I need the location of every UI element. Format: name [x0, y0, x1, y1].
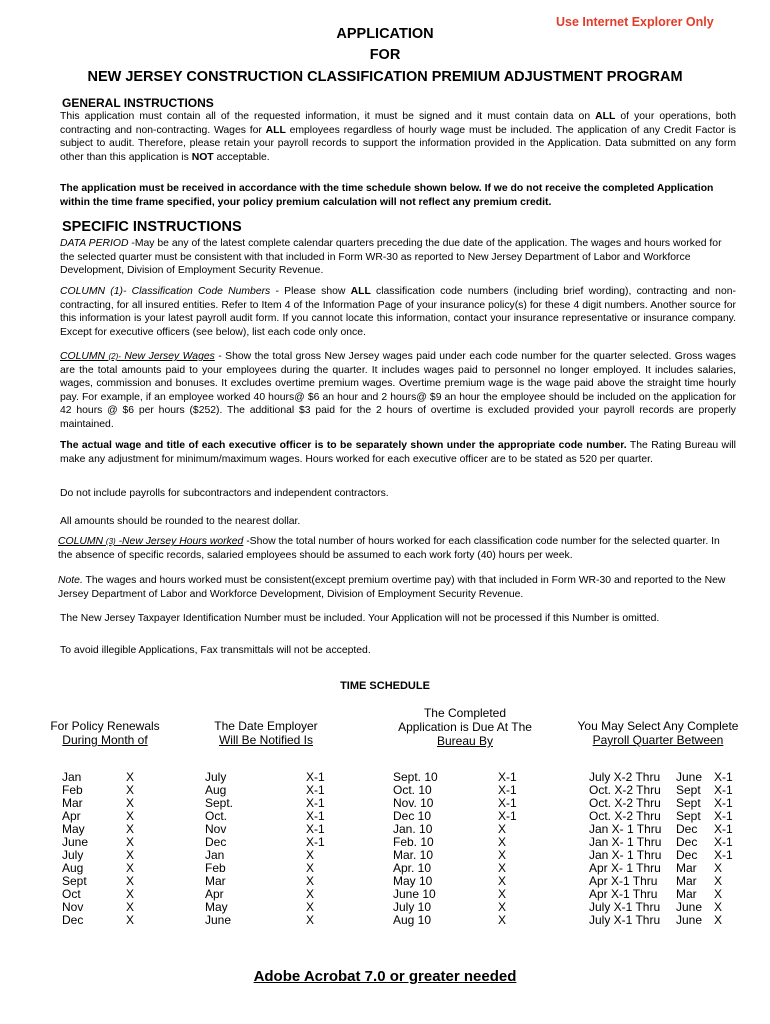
- header-payroll-quarter: You May Select Any Complete Payroll Quarter Between: [577, 719, 739, 747]
- column3-paragraph: COLUMN (3) -New Jersey Hours worked -Show the total number of hours worked for each classification code number for the selected quarter. In the absence of specific records, salaried employees should be assumed to each work forty (40) hours per week.: [58, 536, 720, 561]
- schedule-notify-year-column: X-1 X-1 X-1 X-1 X-1 X-1 X X X X X X: [306, 770, 325, 927]
- executive-officer-paragraph: The actual wage and title of each executive officer is to be separately shown under the appropriate code number. The Rating Bureau will make any adjustment for minimum/maximum wages. Hours worked for each executive officer are to be stated as 520 per quarter.: [60, 440, 736, 465]
- data-period-paragraph: DATA PERIOD -May be any of the latest complete calendar quarters preceding the due date of the application. The wages and hours worked for the selected quarter must be consistent with that included in Form WR-30 as reported to New Jersey Department of Labor and Workforce Development, Division of Employment Security Revenue.: [60, 238, 722, 277]
- schedule-quarter-to-month-column: June Sept Sept Sept Dec Dec Dec Mar Mar Mar June June: [676, 770, 703, 927]
- taxpayer-id-note: The New Jersey Taxpayer Identification Number must be included. Your Application will not be processed if this Number is omitted.: [60, 613, 660, 624]
- fax-note: To avoid illegible Applications, Fax transmittals will not be accepted.: [60, 645, 371, 656]
- header-policy-renewals: For Policy Renewals During Month of: [50, 719, 160, 747]
- page-title-line3: NEW JERSEY CONSTRUCTION CLASSIFICATION PREMIUM ADJUSTMENT PROGRAM: [87, 69, 683, 85]
- schedule-notify-month-column: July Aug Sept. Oct. Nov Dec Jan Feb Mar Apr May June: [205, 770, 234, 927]
- schedule-quarter-from-column: July X-2 Thru Oct. X-2 Thru Oct. X-2 Thru Oct. X-2 Thru Jan X- 1 Thru Jan X- 1 Thru Jan X- 1 Thru Apr X- 1 Thru Apr X-1 Thru Apr X-1 Thru July X-1 Thru July X-1 Thru: [589, 770, 662, 927]
- page-title-line1: APPLICATION: [336, 26, 434, 42]
- column1-paragraph: COLUMN (1)- Classification Code Numbers - Please show ALL classification code numbers (including brief wording), contracting and non-contracting, for all insured entities. Refer to Item 4 of the Information Page of your insurance policy(s) for these 4 digit numbers. Another source for this information is your latest payroll audit form. If you cannot locate this information, contact your insurance representative or insurance company. Except for executive officers (see below), list each code only once.: [60, 286, 736, 338]
- header-application-due: The Completed Application is Due At The Bureau By: [398, 706, 532, 748]
- schedule-renewal-year-column: X X X X X X X X X X X X: [126, 770, 135, 927]
- time-schedule-title: TIME SCHEDULE: [340, 680, 430, 692]
- consistency-note: Note. The wages and hours worked must be consistent(except premium overtime pay) with that included in Form WR-30 and reported to the New Jersey Department of Labor and Workforce Development, Division of Employment Security Revenue.: [58, 575, 726, 600]
- subcontractor-note: Do not include payrolls for subcontractors and independent contractors.: [60, 488, 389, 499]
- schedule-renewal-month-column: Jan Feb Mar Apr May June July Aug Sept Oct Nov Dec: [62, 770, 89, 927]
- deadline-notice: The application must be received in accordance with the time schedule shown below. If we do not receive the completed Application within the time frame specified, your policy premium calculation will not reflect any premium credit.: [60, 183, 714, 208]
- page-title-line2: FOR: [369, 47, 401, 63]
- rounding-note: All amounts should be rounded to the nearest dollar.: [60, 516, 301, 527]
- browser-requirement-note: Use Internet Explorer Only: [556, 15, 714, 29]
- schedule-due-date-column: Sept. 10 Oct. 10 Nov. 10 Dec 10 Jan. 10 Feb. 10 Mar. 10 Apr. 10 May 10 June 10 July 10 Aug 10: [393, 770, 438, 927]
- acrobat-requirement: Adobe Acrobat 7.0 or greater needed: [253, 968, 517, 985]
- column2-paragraph: COLUMN (2)- New Jersey Wages - Show the total gross New Jersey wages paid under each code number for the quarter selected. Gross wages are the total amounts paid to your employees during the quarter. It includes wages paid to personnel no longer employed. It includes salaries, wages, commission and bonuses. It excludes overtime premium wages. Overtime premium wage is the wage paid above the straight time hourly pay. For example, if an employee worked 40 hours@ $6 an hour and 2 hours@ $9 an hour the employee should be included on the application for 42 hours @ $6 per hours ($252). The additional $3 paid for the 2 hours of overtime is excluded provided your payroll records are properly maintained.: [60, 351, 737, 430]
- general-instructions-heading: GENERAL INSTRUCTIONS: [62, 96, 214, 110]
- schedule-due-year-column: X-1 X-1 X-1 X-1 X X X X X X X X: [498, 770, 517, 927]
- specific-instructions-heading: SPECIFIC INSTRUCTIONS: [62, 219, 242, 235]
- header-employer-notified: The Date Employer Will Be Notified Is: [214, 719, 318, 747]
- schedule-quarter-to-year-column: X-1 X-1 X-1 X-1 X-1 X-1 X-1 X X X X X: [714, 770, 733, 927]
- general-instructions-paragraph: This application must contain all of the requested information, it must be signed and it must contain data on ALL of your operations, both contracting and non-contracting. Wages for ALL employees regardless of hourly wage must be included. The application of any Credit Factor is subject to audit. Therefore, please retain your payroll records to support the information provided in the Application. Data submitted on any form other than this application is NOT acceptable.: [60, 111, 737, 163]
